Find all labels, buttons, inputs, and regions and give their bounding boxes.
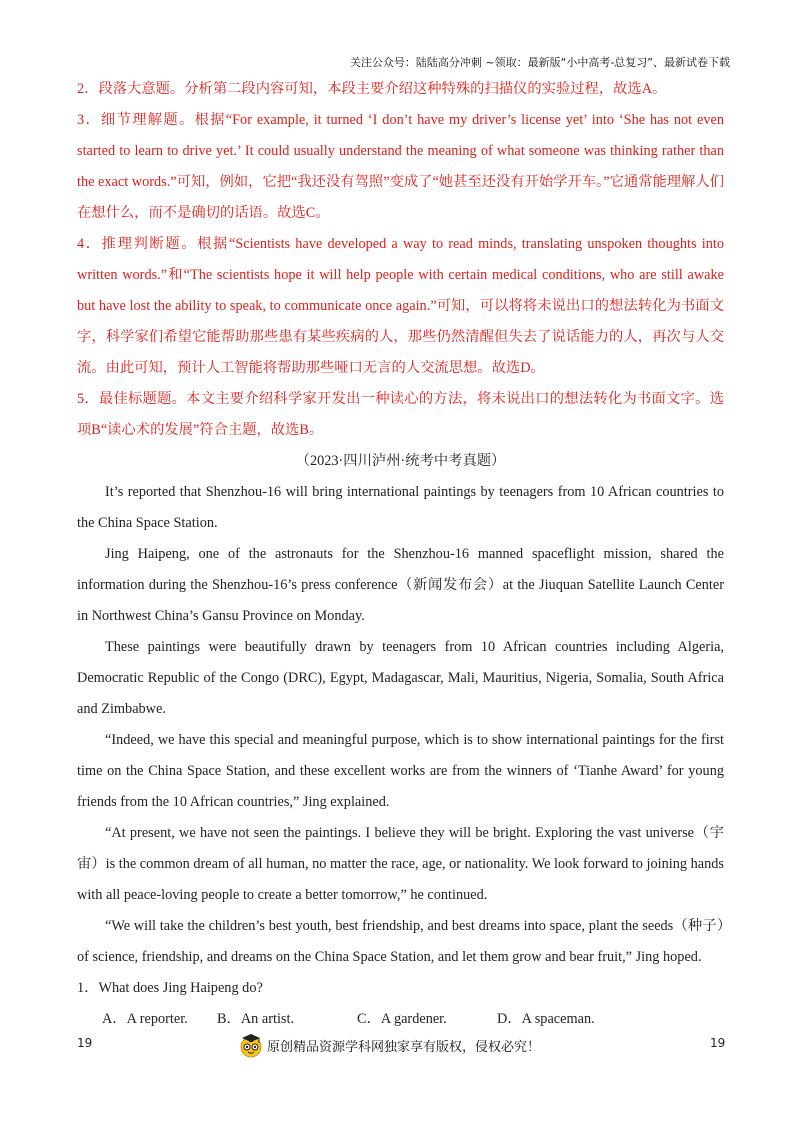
answer-explanation-4: 4．推理判断题。根据“Scientists have developed a way to read minds, translating unspoken thoughts into written words.”和“The scientists hope it will help people with certain medical conditions, who are still awake but have lost the ability to speak, to communicate once again.”可知，可以将将未说出口的想法转化为书面文字，科学家们希望它能帮助那些患有某些疾病的人，那些仍然清醒但失去了说话能力的人，再次与人交流。由此可知，预计人工智能将帮助那些哑口无言的人交流思想。故选D。 (77, 236, 724, 376)
question-options (77, 1004, 724, 1035)
passage-paragraph-5: “At present, we have not seen the paintings. I believe they will be bright. Exploring the vast universe（宇宙）is the common dream of all human, no matter the race, age, or nationality. We look forward to joining hands with all peace-loving people to create a better tomorrow,” he continued. (77, 825, 724, 903)
question-stem: 1．What does Jing Haipeng do? (77, 980, 263, 996)
footer-copyright (238, 1032, 540, 1058)
page-header: 关注公众号：陆陆高分冲刺 ~领取：最新版“小中高考-总复习”、最新试卷下载 (349, 56, 730, 69)
page-content (77, 74, 724, 1035)
answer-explanation-3: 3．细节理解题。根据“For example, it turned ‘I don’t have my driver’s license yet’ into ‘She has not even started to learn to drive yet.’ It could usually understand the meaning of what someone was thinking rather than the exact words.”可知，例如，它把“我还没有驾照”变成了“她甚至还没有开始学开车。”它通常能理解人们在想什么，而不是确切的话语。故选C。 (77, 112, 724, 221)
answer-explanation-2: 2．段落大意题。分析第二段内容可知，本段主要介绍这种特殊的扫描仪的实验过程，故选A。 (77, 81, 667, 97)
page-footer (0, 1032, 800, 1064)
page-number-right: 19 (710, 1036, 726, 1050)
option-b: B．An artist. (217, 1011, 295, 1027)
passage-paragraph-2: Jing Haipeng, one of the astronauts for the Shenzhou-16 manned spaceflight mission, shared the information during the Shenzhou-16’s press conference（新闻发布会）at the Jiuquan Satellite Launch Center in Northwest China’s Gansu Province on Monday. (77, 546, 724, 624)
passage-paragraph-6: “We will take the children’s best youth, best friendship, and best dreams into space, plant the seeds（种子）of science, friendship, and dreams on the China Space Station, and let them grow and bear fruit,” Jing hoped. (77, 918, 724, 965)
passage-paragraph-1: It’s reported that Shenzhou-16 will bring international paintings by teenagers from 10 African countries to the China Space Station. (77, 484, 724, 531)
copyright-notice: 原创精品资源学科网独家享有版权，侵权必究！ (267, 1039, 541, 1055)
option-c: C．A gardener. (357, 1011, 447, 1027)
passage-paragraph-4: “Indeed, we have this special and meaningful purpose, which is to show international paintings for the first time on the China Space Station, and these excellent works are from the winners of ‘Tianhe Award’ for young friends from the 10 African countries,” Jing explained. (77, 732, 724, 810)
source-title: （2023·四川泸州·统考中考真题） (295, 453, 506, 469)
answer-explanation-5: 5．最佳标题题。本文主要介绍科学家开发出一种读心的方法，将未说出口的想法转化为书面文字。选项B“读心术的发展”符合主题，故选B。 (77, 391, 724, 438)
scholar-emoji-icon (238, 1032, 264, 1058)
option-a: A．A reporter. (102, 1011, 188, 1027)
passage-paragraph-3: These paintings were beautifully drawn by teenagers from 10 African countries including Algeria, Democratic Republic of the Congo (DRC), Egypt, Madagascar, Mali, Mauritius, Nigeria, Somalia, South Africa and Zimbabwe. (77, 639, 724, 717)
page-number-left: 19 (77, 1036, 93, 1050)
option-d: D．A spaceman. (497, 1011, 595, 1027)
